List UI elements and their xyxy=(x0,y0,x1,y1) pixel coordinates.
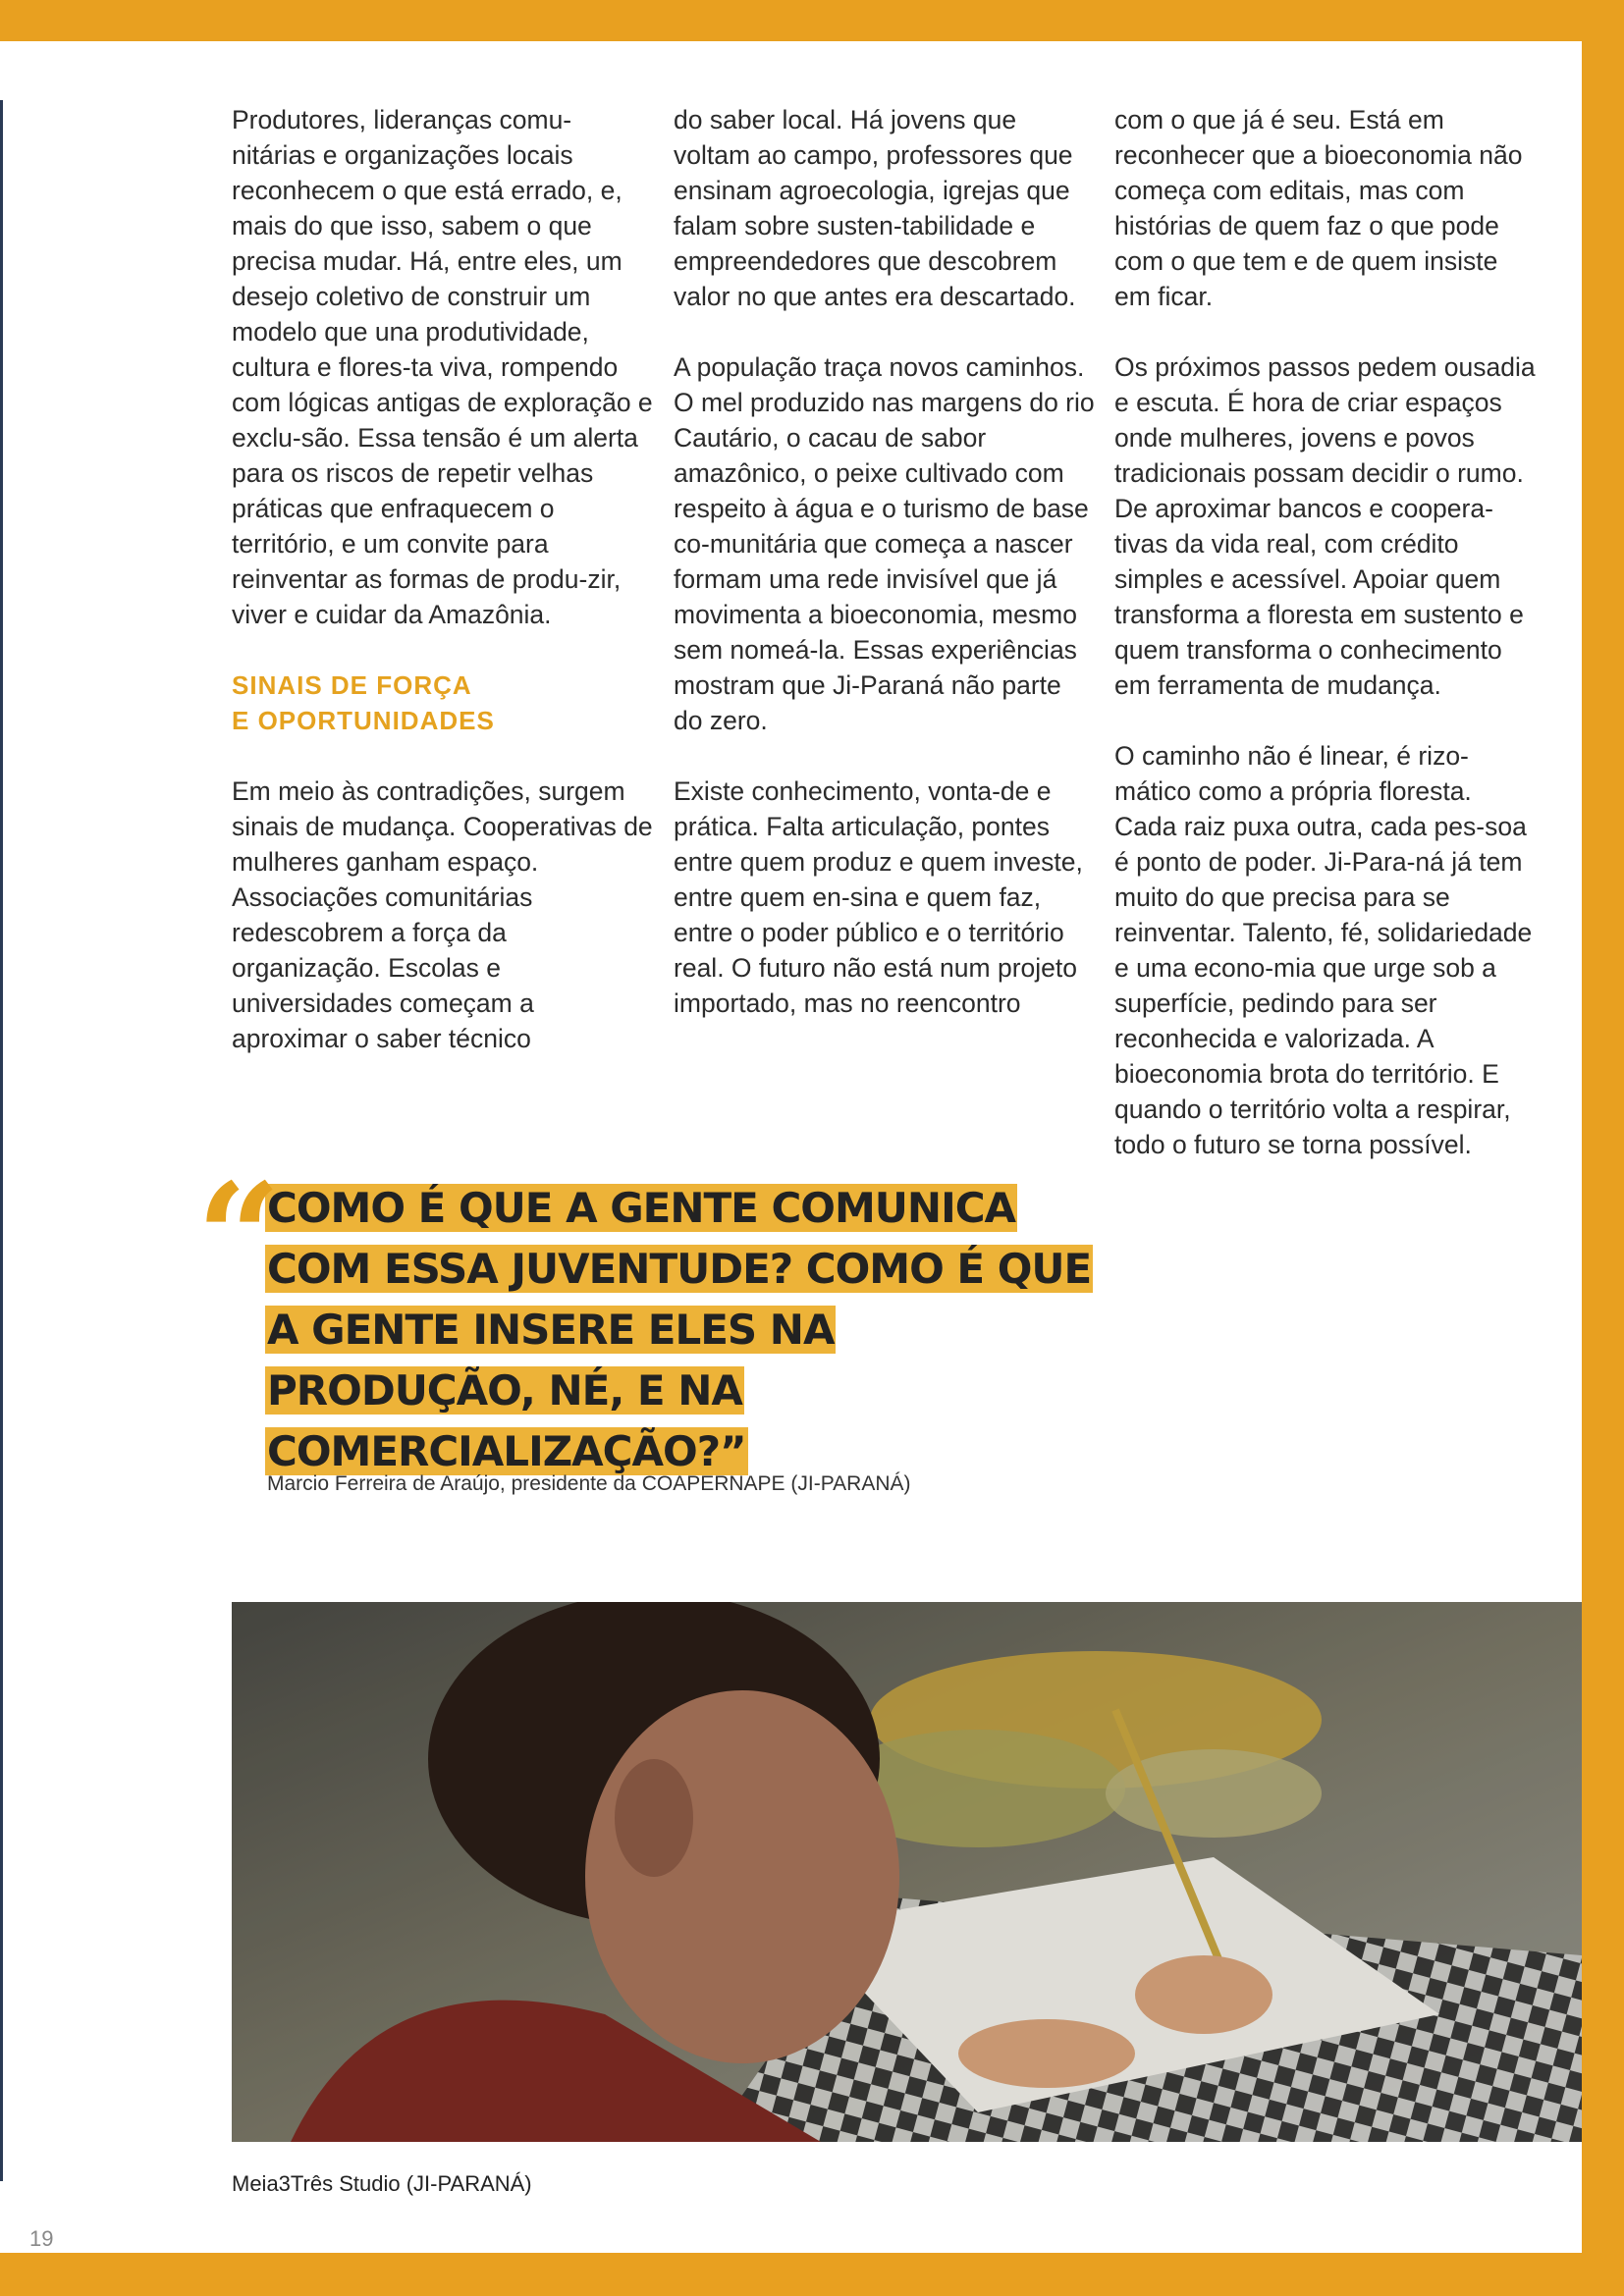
pull-quote xyxy=(196,1151,1110,1482)
paragraph: O caminho não é linear, é rizo-mático como a própria floresta. Cada raiz puxa outra, cada pes-soa é ponto de poder. Ji-Para-ná já tem muito do que precisa para se reinventar. Talento, fé, solidariedade e uma econo-mia que urge sob a superfície, pedindo para ser reconhecida e valorizada. A bioeconomia brota do território. E quando o território volta a respirar, todo o futuro se torna possível. xyxy=(1114,741,1533,1159)
text-column-2 xyxy=(674,102,1096,1056)
paragraph: com o que já é seu. Está em reconhecer que a bioeconomia não começa com editais, mas com histórias de quem faz o que pode com o que tem e de quem insiste em ficar. xyxy=(1114,105,1523,311)
text-column-3 xyxy=(1114,102,1537,1198)
paragraph: Produtores, lideranças comu-nitárias e organizações locais reconhecem o que está errado, e, mais do que isso, sabem o que precisa mudar. Há, entre eles, um desejo coletivo de construir um modelo que una produtividade, cultura e flores-ta viva, rompendo com lógicas antigas de exploração e exclu-são. Essa tensão é um alerta para os riscos de repetir velhas práticas que enfraquecem o território, e um convite para reinventar as formas de produ-zir, viver e cuidar da Amazônia. xyxy=(232,105,653,629)
pull-quote-text xyxy=(265,1178,1110,1482)
quote-mark-icon: “ xyxy=(196,1151,282,1324)
photo-illustration xyxy=(232,1602,1582,2142)
paragraph: Os próximos passos pedem ousadia e escuta. É hora de criar espaços onde mulheres, jovens e povos tradicionais possam decidir o rumo. De aproximar bancos e coopera-tivas da vida real, com crédito simples e acessível. Apoiar quem transforma a floresta em sustento e quem transforma o conhecimento em ferramenta de mudança. xyxy=(1114,352,1536,700)
photo-caption: Meia3Três Studio (JI-PARANÁ) xyxy=(232,2171,532,2196)
paragraph: do saber local. Há jovens que voltam ao campo, professores que ensinam agroecologia, igrejas que falam sobre susten-tabilidade e empreendedores que descobrem valor no que antes era descartado. xyxy=(674,105,1076,311)
photo-boy-drawing xyxy=(232,1602,1582,2142)
text-column-1 xyxy=(232,102,654,1092)
paragraph: Existe conhecimento, vonta-de e prática. Falta articulação, pontes entre quem produz e quem investe, entre quem en-sina e quem faz, entre o poder público e o território real. O futuro não está num projeto importado, mas no reencontro xyxy=(674,776,1083,1018)
page-edge-line xyxy=(0,100,3,2181)
paragraph: Em meio às contradições, surgem sinais de mudança. Cooperativas de mulheres ganham espaço. Associações comunitárias redescobrem a força da organização. Escolas e universidades começam a aproximar o saber técnico xyxy=(232,776,653,1053)
paragraph: A população traça novos caminhos. O mel produzido nas margens do rio Cautário, o cacau de sabor amazônico, o peixe cultivado com respeito à água e o turismo de base co-munitária que começa a nascer formam uma rede invisível que já movimenta a bioeconomia, mesmo sem nomeá-la. Essas experiências mostram que Ji-Paraná não parte do zero. xyxy=(674,352,1095,735)
pull-quote-highlight: COMO É QUE A GENTE COMUNICA COM ESSA JUVENTUDE? COMO É QUE A GENTE INSERE ELES NA PRODUÇÃO, NÉ, E NA COMERCIALIZAÇÃO?” xyxy=(267,1184,1092,1475)
page-number: 19 xyxy=(29,2226,54,2251)
quote-attribution: Marcio Ferreira de Araújo, presidente da COAPERNAPE (JI-PARANÁ) xyxy=(267,1472,911,1495)
section-heading: SINAIS DE FORÇA E OPORTUNIDADES xyxy=(232,670,495,735)
magazine-page xyxy=(0,41,1582,2253)
